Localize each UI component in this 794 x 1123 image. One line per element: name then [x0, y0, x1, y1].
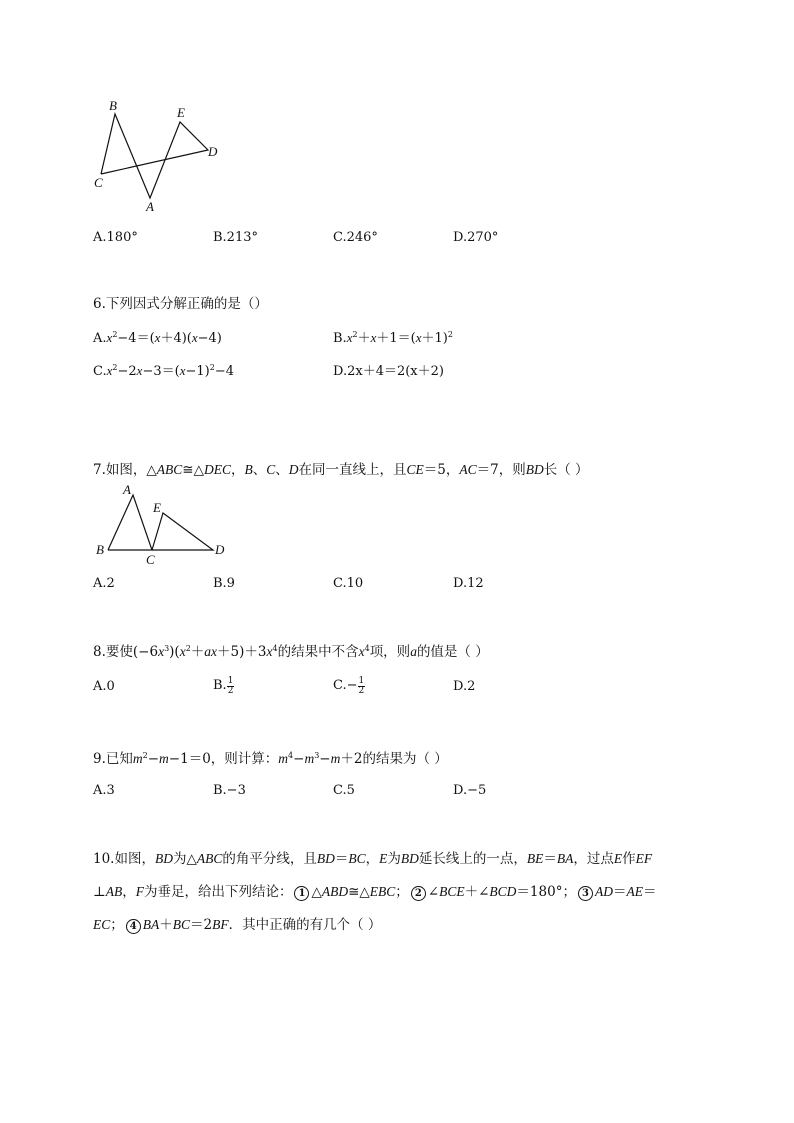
q8-option-a: A.0 [93, 679, 115, 694]
q8-option-c: C.− $\frac{1}{2}$ [333, 676, 365, 696]
q7-label-d: D [215, 542, 225, 557]
q5-line-c-b [101, 114, 208, 198]
q6-stem: 6.下列因式分解正确的是（） [93, 296, 268, 312]
q9-option-d: D.−5 [453, 783, 487, 798]
q5-figure [88, 95, 228, 220]
q8-option-d: D.2 [453, 679, 476, 694]
q5-label-a: A [146, 199, 154, 214]
q10-line-2: ⊥AB，F为垂足，给出下列结论： 1 △ABD≅△EBC； 2 ∠BCE＋∠BCD＝180°； 3 AD＝AE＝ [93, 884, 657, 900]
q8-stem: 8.要使$(-6x^3)(x^2+ax+5)+3x^4$的结果中不含$x^4$项，则a的值是（ ） [93, 644, 489, 660]
q5-label-b: B [109, 98, 117, 113]
q7-option-a: A.2 [93, 576, 115, 591]
q6-option-d: D.2x＋4＝2(x＋2) [333, 364, 444, 379]
q7-option-b: B.9 [213, 576, 235, 591]
q10-line-1: 10.如图，BD为△ABC的角平分线，且BD＝BC，E为BD延长线上的一点，BE＝BA，过点E作EF [93, 851, 653, 867]
q5-option-a: A.180° [93, 230, 138, 245]
q5-option-c: C.246° [333, 230, 378, 245]
q7-triangle-abc [108, 495, 152, 550]
q9-option-a: A.3 [93, 783, 115, 798]
q7-label-c: C [146, 552, 155, 567]
q9-option-b: B.−3 [213, 783, 246, 798]
q7-triangle-dec [152, 513, 213, 550]
q7-option-d: D.12 [453, 576, 484, 591]
q6-option-b: $B.x^2+x+1=(x+1)^2$ [333, 330, 453, 346]
q5-option-d: D.270° [453, 230, 499, 245]
q8-option-b: B. $\frac{1}{2}$ [213, 676, 234, 696]
q6-option-c: $C.x^2-2x-3=(x-1)^2-4$ [93, 363, 234, 379]
q5-label-e: E [177, 105, 185, 120]
q7-label-b: B [96, 542, 104, 557]
q5-option-b: B.213° [213, 230, 258, 245]
q5-label-d: D [208, 144, 218, 159]
q9-option-c: C.5 [333, 783, 355, 798]
q7-label-a: A [123, 482, 131, 497]
q7-figure [90, 480, 240, 570]
q7-option-c: C.10 [333, 576, 364, 591]
q9-stem: 9.已知$m^2-m-1=0$，则计算：$m^4-m^3-m+2$的结果为（ ） [93, 751, 448, 767]
q10-line-3: EC； 4 BA＋BC＝2BF．其中正确的有几个（ ） [93, 917, 382, 933]
q7-stem: 7.如图，△ABC≅△DEC，B、C、D在同一直线上，且CE＝5，AC＝7，则BD长（ ） [93, 462, 589, 478]
q7-label-e: E [153, 500, 161, 515]
q5-label-c: C [94, 175, 103, 190]
q6-option-a: $A.x^2-4=(x+4)(x-4)$ [93, 330, 222, 346]
